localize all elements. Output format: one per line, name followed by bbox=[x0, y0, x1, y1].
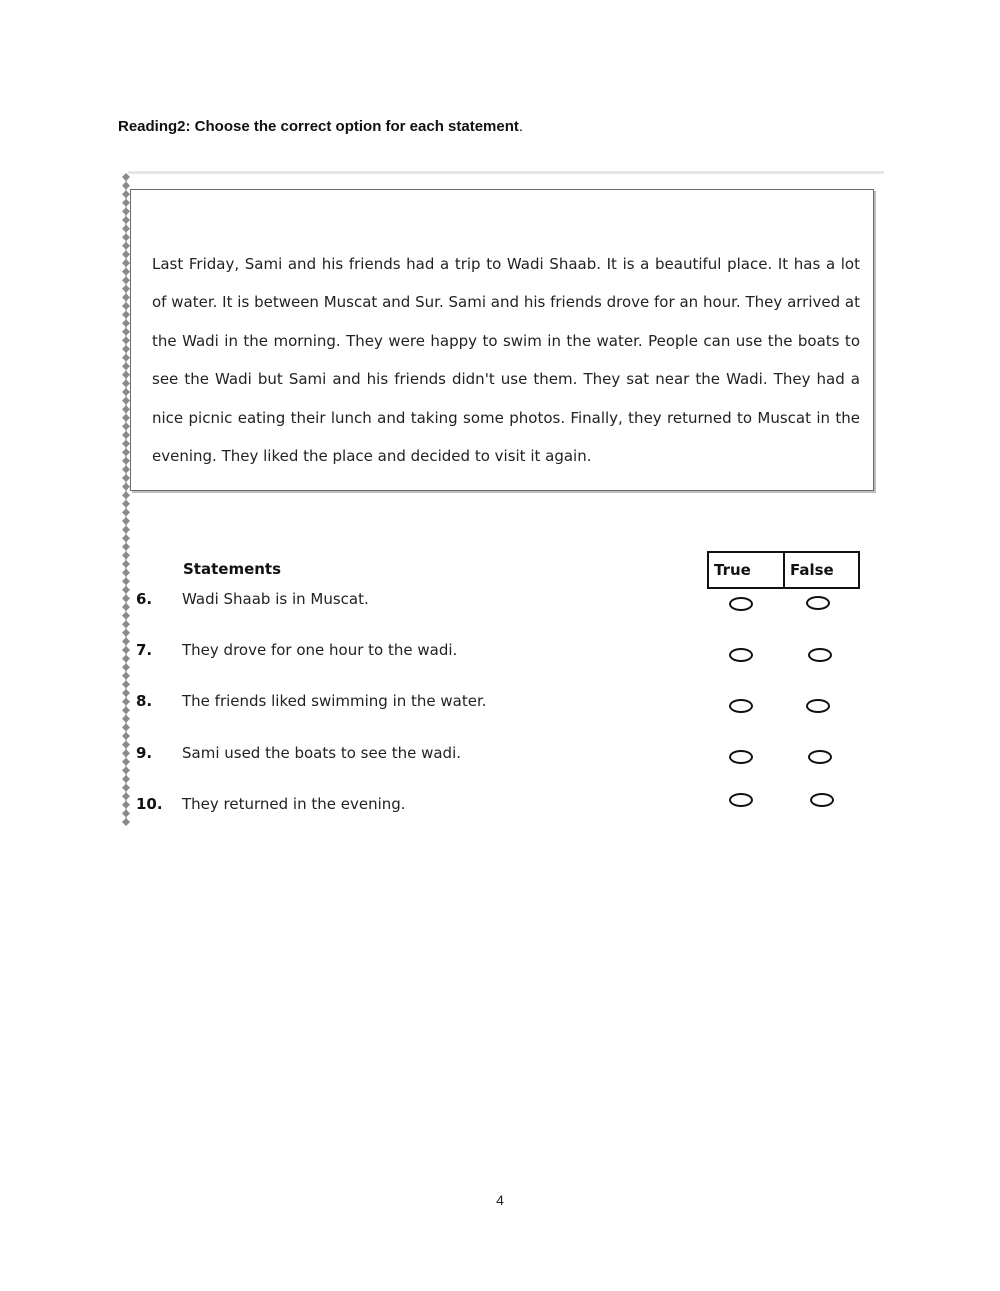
chain-diamond bbox=[122, 732, 130, 740]
statement-number: 8. bbox=[136, 692, 153, 710]
chain-diamond bbox=[122, 698, 130, 706]
statement-text: They returned in the evening. bbox=[182, 795, 406, 813]
chain-diamond bbox=[122, 362, 130, 370]
chain-diamond bbox=[122, 646, 130, 654]
chain-diamond bbox=[122, 199, 130, 207]
true-option-6[interactable] bbox=[729, 597, 753, 611]
false-option-6[interactable] bbox=[806, 596, 830, 610]
statement-number: 6. bbox=[136, 590, 153, 608]
chain-diamond bbox=[122, 388, 130, 396]
chain-diamond bbox=[122, 629, 130, 637]
chain-diamond bbox=[122, 620, 130, 628]
true-option-9[interactable] bbox=[729, 750, 753, 764]
statements-header: Statements bbox=[183, 560, 282, 578]
chain-diamond bbox=[122, 293, 130, 301]
chain-diamond bbox=[122, 500, 130, 508]
chain-diamond bbox=[122, 405, 130, 413]
chain-diamond bbox=[122, 336, 130, 344]
top-divider bbox=[128, 171, 884, 174]
statement-number: 9. bbox=[136, 744, 153, 762]
chain-diamond bbox=[122, 517, 130, 525]
false-column-header: False bbox=[784, 552, 859, 588]
chain-diamond bbox=[122, 637, 130, 645]
chain-diamond bbox=[122, 551, 130, 559]
statement-text: They drove for one hour to the wadi. bbox=[182, 641, 458, 659]
chain-diamond bbox=[122, 594, 130, 602]
chain-diamond bbox=[122, 818, 130, 826]
chain-diamond bbox=[122, 242, 130, 250]
chain-diamond bbox=[122, 612, 130, 620]
chain-diamond bbox=[122, 302, 130, 310]
chain-diamond bbox=[122, 328, 130, 336]
statement-number: 10. bbox=[136, 795, 163, 813]
chain-diamond bbox=[122, 182, 130, 190]
chain-diamond bbox=[122, 749, 130, 757]
chain-diamond bbox=[122, 268, 130, 276]
statement-text: The friends liked swimming in the water. bbox=[182, 692, 487, 710]
chain-diamond bbox=[122, 672, 130, 680]
page-number: 4 bbox=[496, 1192, 504, 1208]
chain-diamond bbox=[122, 723, 130, 731]
chain-diamond bbox=[122, 706, 130, 714]
chain-diamond bbox=[122, 207, 130, 215]
heading-text: Reading2: Choose the correct option for each statement bbox=[118, 118, 519, 135]
chain-diamond bbox=[122, 397, 130, 405]
true-option-10[interactable] bbox=[729, 793, 753, 807]
chain-diamond bbox=[122, 311, 130, 319]
chain-diamond bbox=[122, 440, 130, 448]
chain-diamond bbox=[122, 508, 130, 516]
chain-diamond bbox=[122, 233, 130, 241]
statement-text: Wadi Shaab is in Muscat. bbox=[182, 590, 369, 608]
false-option-10[interactable] bbox=[810, 793, 834, 807]
chain-diamond bbox=[122, 465, 130, 473]
chain-diamond bbox=[122, 775, 130, 783]
false-option-8[interactable] bbox=[806, 699, 830, 713]
chain-diamond bbox=[122, 448, 130, 456]
chain-diamond bbox=[122, 173, 130, 181]
statement-number: 7. bbox=[136, 641, 153, 659]
chain-diamond bbox=[122, 491, 130, 499]
chain-diamond bbox=[122, 560, 130, 568]
chain-diamond bbox=[122, 689, 130, 697]
chain-diamond bbox=[122, 319, 130, 327]
chain-diamond bbox=[122, 741, 130, 749]
chain-diamond bbox=[122, 766, 130, 774]
section-heading bbox=[118, 118, 523, 135]
chain-diamond bbox=[122, 809, 130, 817]
chain-diamond bbox=[122, 577, 130, 585]
chain-diamond bbox=[122, 784, 130, 792]
chain-diamond bbox=[122, 422, 130, 430]
chain-diamond bbox=[122, 345, 130, 353]
chain-diamond bbox=[122, 276, 130, 284]
true-option-7[interactable] bbox=[729, 648, 753, 662]
chain-diamond bbox=[122, 534, 130, 542]
true-false-header-table bbox=[707, 551, 860, 589]
chain-diamond bbox=[122, 603, 130, 611]
chain-diamond bbox=[122, 414, 130, 422]
chain-diamond bbox=[122, 225, 130, 233]
true-column-header: True bbox=[708, 552, 784, 588]
chain-diamond bbox=[122, 655, 130, 663]
chain-diamond bbox=[122, 663, 130, 671]
chain-diamond bbox=[122, 526, 130, 534]
chain-diamond bbox=[122, 586, 130, 594]
chain-diamond bbox=[122, 715, 130, 723]
chain-diamond bbox=[122, 474, 130, 482]
chain-diamond bbox=[122, 457, 130, 465]
chain-diamond bbox=[122, 250, 130, 258]
false-option-7[interactable] bbox=[808, 648, 832, 662]
chain-diamond bbox=[122, 216, 130, 224]
chain-diamond bbox=[122, 569, 130, 577]
chain-diamond bbox=[122, 379, 130, 387]
chain-diamond bbox=[122, 285, 130, 293]
chain-diamond bbox=[122, 190, 130, 198]
chain-diamond bbox=[122, 801, 130, 809]
chain-diamond bbox=[122, 792, 130, 800]
statement-text: Sami used the boats to see the wadi. bbox=[182, 744, 462, 762]
chain-diamond bbox=[122, 431, 130, 439]
true-option-8[interactable] bbox=[729, 699, 753, 713]
chain-diamond bbox=[122, 758, 130, 766]
heading-period: . bbox=[518, 118, 524, 135]
chain-diamond bbox=[122, 543, 130, 551]
chain-diamond bbox=[122, 371, 130, 379]
false-option-9[interactable] bbox=[808, 750, 832, 764]
chain-diamond bbox=[122, 483, 130, 491]
chain-diamond bbox=[122, 259, 130, 267]
chain-diamond bbox=[122, 680, 130, 688]
chain-diamond bbox=[122, 354, 130, 362]
reading-passage: Last Friday, Sami and his friends had a trip to Wadi Shaab. It is a beautiful place. It has a lot of water. It is between Muscat and Sur. Sami and his friends drove for an hour. They arrived at the Wadi in the morning. They were happy to swim in the water. People can use the boats to see the Wadi but Sami and his friends didn't use them. They sat near the Wadi. They had a nice picnic eating their lunch and taking some photos. Finally, they returned to Muscat in the evening. They liked the place and decided to visit it again. bbox=[152, 255, 860, 466]
